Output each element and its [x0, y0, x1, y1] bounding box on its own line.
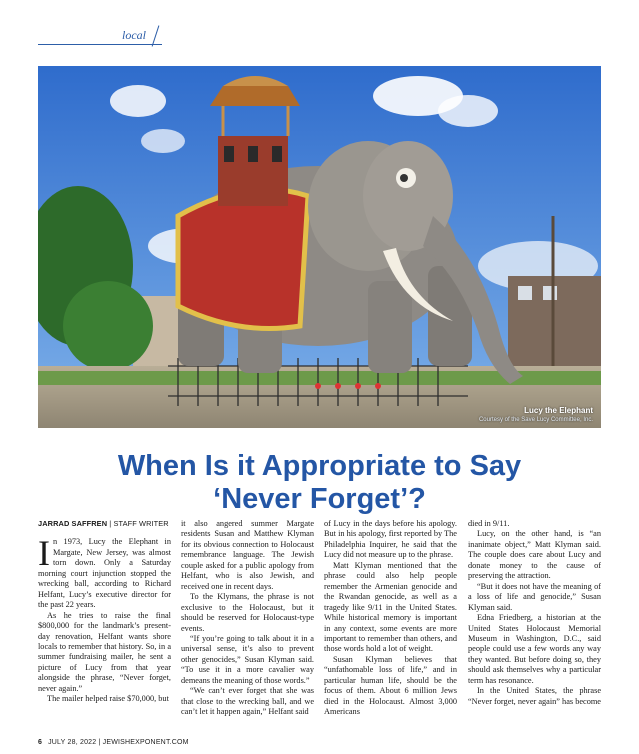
article-body	[38, 519, 601, 731]
article-column-1	[38, 519, 171, 731]
article-paragraph: Edna Friedberg, a historian at the United States Holocaust Memorial Museum in Washington, D.C., said people could use a few words any way they wanted. But before doing so, they should ask themselves why a particular term has resonance.	[468, 613, 601, 685]
article-column-3	[324, 519, 457, 731]
article-paragraph: it also angered summer Margate residents Susan and Matthew Klyman for its obvious connection to Holocaust remembrance language. The Jewish couple asked for a public apology from Helfant, who is also Jewish, and received one in recent days.	[181, 519, 314, 591]
article-paragraph: Lucy, on the other hand, is “an inanimate object,” Matt Klyman said. The couple does care about Lucy and donate money to the cause of preserving the attraction.	[468, 529, 601, 581]
article-paragraph: Matt Klyman mentioned that the phrase could also help people remember the Armenian genocide and the Rwandan genocide, as well as a tragedy like 9/11 in the United States. While historical memory is important in any context, some events are more important to remember than others, and those words hold a lot of weight.	[324, 560, 457, 654]
article-paragraph: “If you’re going to talk about it in a universal sense, it’s also to prevent other genocides,” Susan Klyman said. “To use it in a more cavalier way demeans the meaning of those words.”	[181, 633, 314, 685]
lead-photo	[38, 66, 601, 428]
headline-line-2: ‘Never Forget’?	[213, 483, 426, 515]
page-number: 6	[38, 739, 43, 746]
article-column-4	[468, 519, 601, 731]
byline-role: | STAFF WRITER	[107, 519, 169, 528]
paragraph-text: n 1973, Lucy the Elephant in Margate, New Jersey, was almost torn down. Only a Saturday morning court injunction stopped the wrecking ball, according to Richard Helfant, Lucy’s executive director for the past 22 years.	[38, 537, 171, 610]
drop-cap: I	[38, 533, 50, 574]
footer-info: JULY 28, 2022 | JEWISHEXPONENT.COM	[48, 739, 189, 746]
photo-credit: Courtesy of the Save Lucy Committee, Inc.	[478, 417, 593, 423]
article-paragraph: Susan Klyman believes that “unfathomable loss of life,” and in particular human life, should be the focus of them. About 6 million Jews died in the Holocaust. Almost 3,000 Americans	[324, 654, 457, 717]
article-paragraph: of Lucy in the days before his apology. But in his apology, first reported by The Philadelphia Inquirer, he said that the Lucy did not measure up to the phrase.	[324, 519, 457, 560]
article-paragraph: As he tries to raise the final $800,000 for the landmark’s present-day renovation, Helfant wants shore locals to remember that history. So, in a summer fundraising mailer, he sent a picture of Lucy from that year alongside the phrase, “Never forget, never again.”	[38, 610, 171, 693]
byline-name: JARRAD SAFFREN	[38, 519, 108, 528]
headline-line-1: When Is it Appropriate to Say	[117, 450, 522, 482]
section-label: local	[122, 28, 146, 42]
section-slash	[152, 25, 160, 46]
article-paragraph: died in 9/11.	[468, 519, 510, 528]
article-paragraph: “We can’t ever forget that she was that close to the wrecking ball, and we can’t let it happen again,” Helfant said	[181, 686, 314, 717]
article-paragraph: In the United States, the phrase “Never forget, never again” has become	[468, 686, 601, 706]
article-paragraph: The mailer helped raise $70,000, but	[47, 694, 169, 704]
page-footer	[38, 739, 189, 746]
section-tag	[38, 29, 162, 45]
article-paragraph: “But it does not have the meaning of a loss of life and genocide,” Susan Klyman said.	[468, 581, 601, 612]
byline	[38, 519, 171, 529]
elephant-photo-illustration	[38, 66, 601, 428]
article-paragraph: To the Klymans, the phrase is not exclusive to the Holocaust, but it should be reserved for Holocaust-type events.	[181, 592, 314, 633]
photo-caption: Lucy the Elephant	[524, 406, 593, 415]
article-column-2	[181, 519, 314, 731]
article-paragraph	[38, 533, 171, 610]
